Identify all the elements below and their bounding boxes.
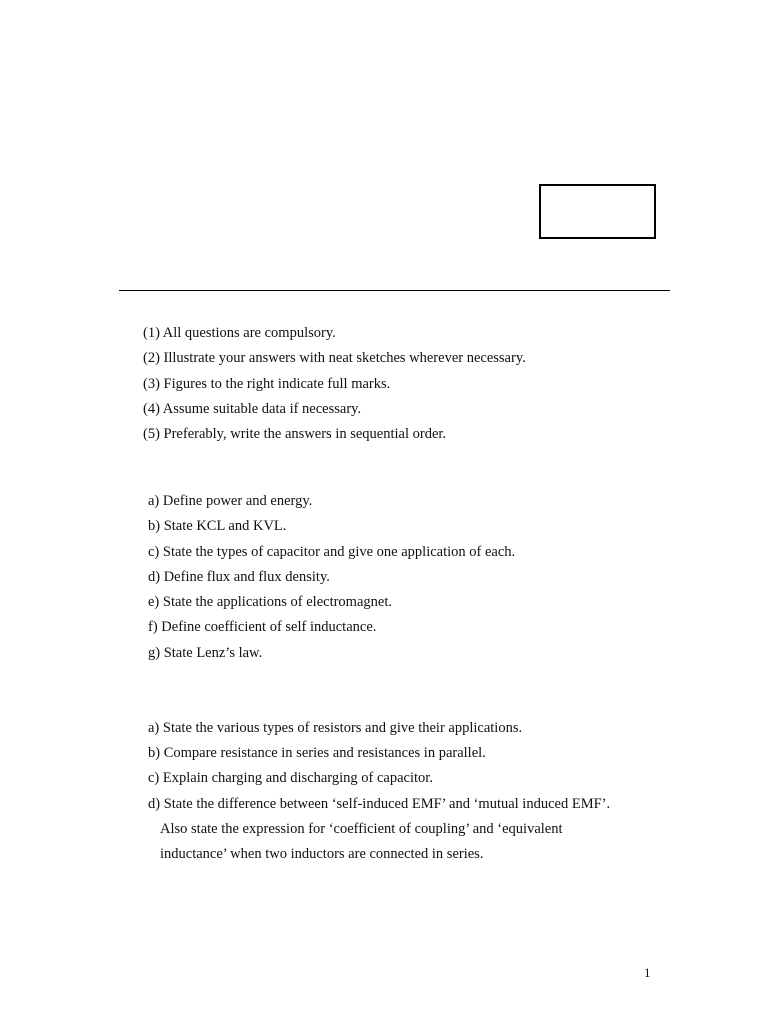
q1-item-e: e) State the applications of electromagnet.: [148, 594, 392, 610]
q2-item-d-continuation-2: inductance’ when two inductors are connected in series.: [160, 846, 484, 862]
instruction-5: (5) Preferably, write the answers in sequential order.: [143, 426, 447, 442]
q2-item-b: b) Compare resistance in series and resistances in parallel.: [148, 745, 486, 761]
instruction-2: (2) Illustrate your answers with neat sketches wherever necessary.: [143, 350, 526, 366]
instruction-1: (1) All questions are compulsory.: [143, 325, 336, 341]
q1-item-b: b) State KCL and KVL.: [148, 518, 287, 534]
q1-item-a: a) Define power and energy.: [148, 493, 313, 509]
seat-number-box: [539, 184, 656, 239]
header-divider: [119, 290, 670, 291]
q1-item-c: c) State the types of capacitor and give one application of each.: [148, 544, 516, 560]
q1-item-g: g) State Lenz’s law.: [148, 645, 263, 661]
instruction-4: (4) Assume suitable data if necessary.: [143, 401, 362, 417]
instruction-3: (3) Figures to the right indicate full marks.: [143, 376, 391, 392]
q1-item-f: f) Define coefficient of self inductance.: [148, 619, 377, 635]
q2-item-a: a) State the various types of resistors and give their applications.: [148, 720, 523, 736]
page-number: 1: [644, 965, 651, 980]
q2-item-d: d) State the difference between ‘self-induced EMF’ and ‘mutual induced EMF’.: [148, 796, 611, 812]
q2-item-c: c) Explain charging and discharging of capacitor.: [148, 770, 433, 786]
q2-item-d-continuation-1: Also state the expression for ‘coefficient of coupling’ and ‘equivalent: [160, 821, 563, 837]
q1-item-d: d) Define flux and flux density.: [148, 569, 330, 585]
